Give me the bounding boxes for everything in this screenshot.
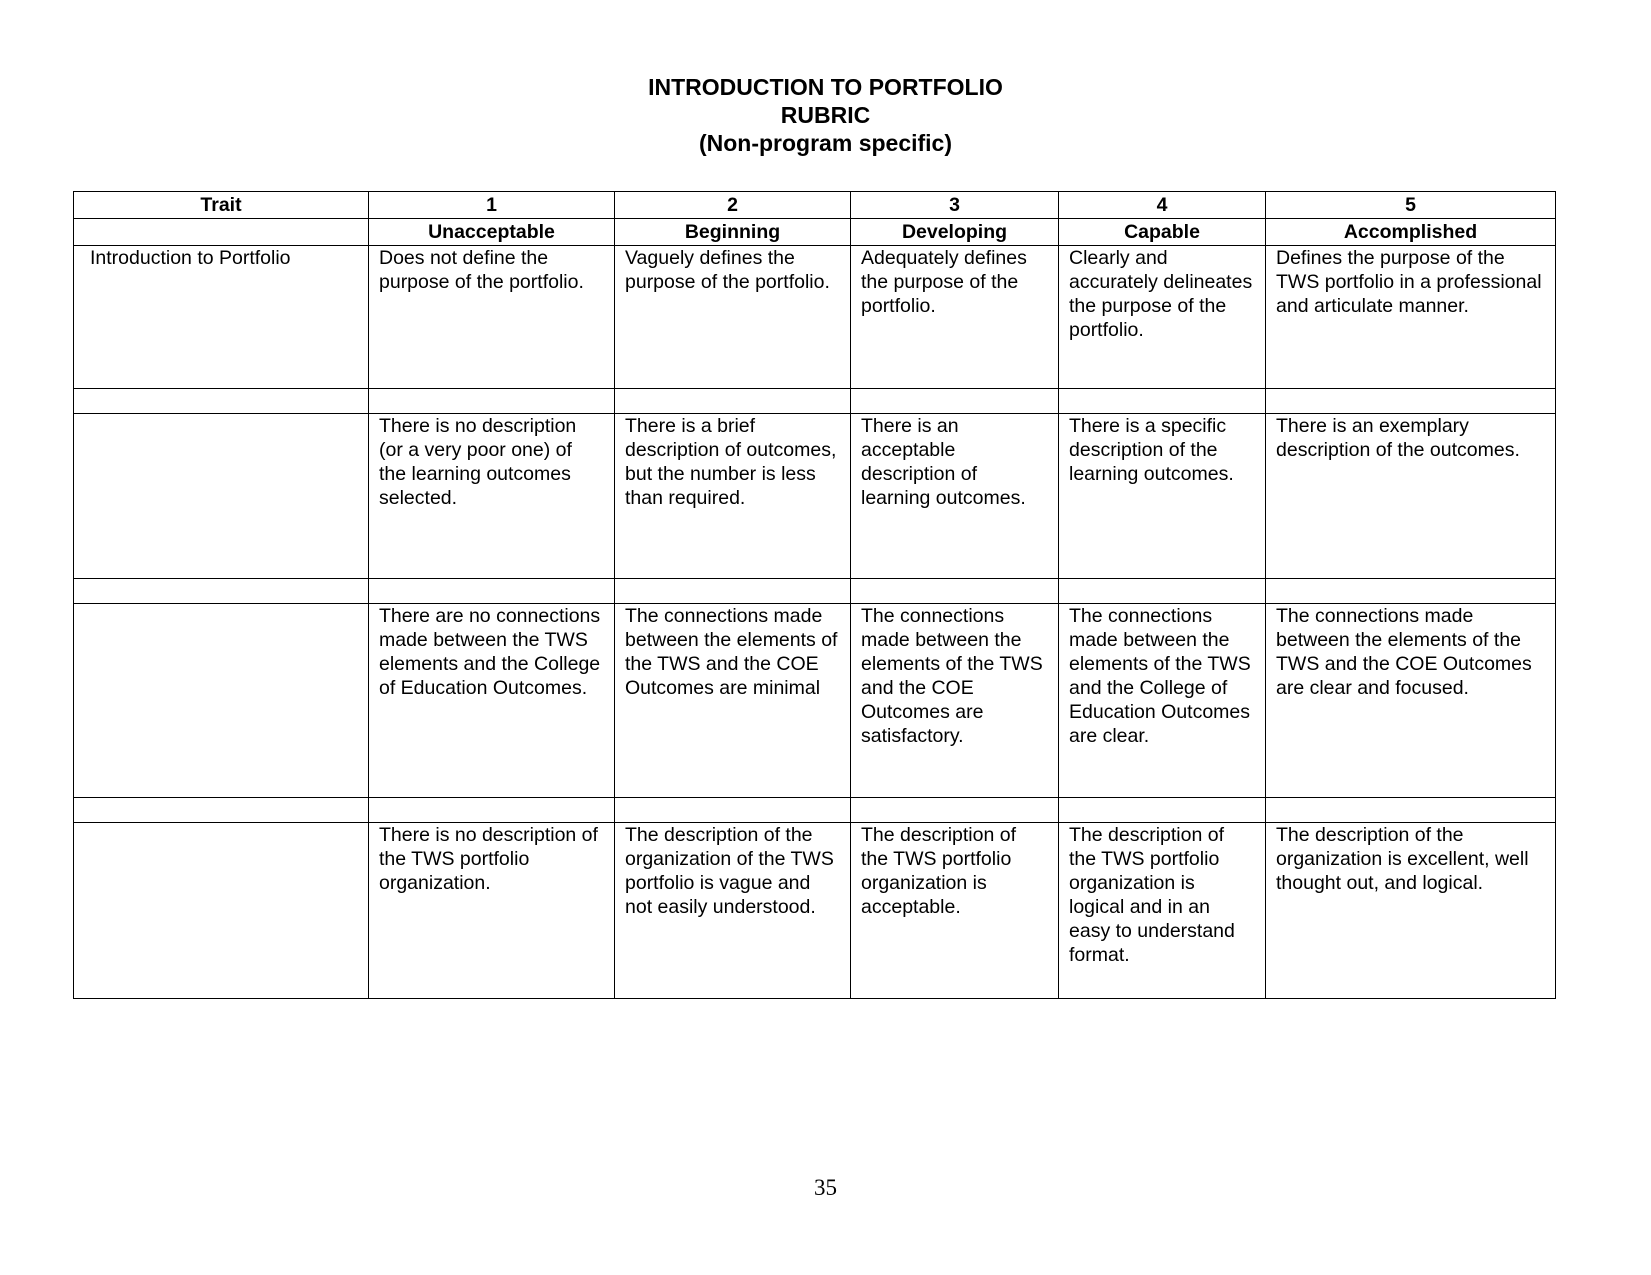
table-row (74, 604, 1556, 798)
spacer-cell (1266, 389, 1556, 414)
spacer-cell (1059, 389, 1266, 414)
spacer-cell (615, 798, 851, 823)
table-row (74, 246, 1556, 389)
rubric-cell: There is no description of the TWS portfolio organization. (369, 823, 615, 999)
rubric-cell: The description of the TWS portfolio organization is acceptable. (851, 823, 1059, 999)
rubric-cell: There is no description (or a very poor one) of the learning outcomes selected. (369, 414, 615, 579)
table-row (74, 414, 1556, 579)
header-trait: Trait (74, 192, 369, 219)
spacer-cell (851, 389, 1059, 414)
spacer-cell (851, 579, 1059, 604)
spacer-cell (615, 389, 851, 414)
header-score-1: 1 (369, 192, 615, 219)
rubric-cell: The connections made between the elements of the TWS and the COE Outcomes are clear and focused. (1266, 604, 1556, 798)
header-score-5: 5 (1266, 192, 1556, 219)
trait-cell (74, 823, 369, 999)
spacer-row (74, 389, 1556, 414)
header-row-levels (74, 219, 1556, 246)
header-level-unacceptable: Unacceptable (369, 219, 615, 246)
header-level-developing: Developing (851, 219, 1059, 246)
rubric-cell: Clearly and accurately delineates the purpose of the portfolio. (1059, 246, 1266, 389)
rubric-cell: There are no connections made between the TWS elements and the College of Education Outcomes. (369, 604, 615, 798)
document-title (0, 73, 1651, 157)
spacer-cell (74, 798, 369, 823)
title-line-3: (Non-program specific) (698, 130, 953, 156)
spacer-cell (1266, 798, 1556, 823)
trait-cell: Introduction to Portfolio (74, 246, 369, 389)
rubric-cell: The description of the organization of the TWS portfolio is vague and not easily understood. (615, 823, 851, 999)
rubric-table (73, 191, 1556, 999)
header-level-blank (74, 219, 369, 246)
rubric-cell: The description of the organization is excellent, well thought out, and logical. (1266, 823, 1556, 999)
rubric-cell: There is a brief description of outcomes, but the number is less than required. (615, 414, 851, 579)
spacer-cell (369, 798, 615, 823)
header-score-2: 2 (615, 192, 851, 219)
spacer-row (74, 798, 1556, 823)
spacer-cell (369, 389, 615, 414)
rubric-cell: Vaguely defines the purpose of the portfolio. (615, 246, 851, 389)
rubric-cell: Does not define the purpose of the portfolio. (369, 246, 615, 389)
spacer-cell (1059, 579, 1266, 604)
title-line-1: INTRODUCTION TO PORTFOLIO (648, 74, 1003, 100)
header-level-capable: Capable (1059, 219, 1266, 246)
rubric-cell: There is an acceptable description of learning outcomes. (851, 414, 1059, 579)
rubric-cell: Adequately defines the purpose of the portfolio. (851, 246, 1059, 389)
rubric-cell: The description of the TWS portfolio organization is logical and in an easy to understand format. (1059, 823, 1266, 999)
spacer-cell (1059, 798, 1266, 823)
spacer-row (74, 579, 1556, 604)
trait-cell (74, 604, 369, 798)
header-score-4: 4 (1059, 192, 1266, 219)
spacer-cell (1266, 579, 1556, 604)
header-level-accomplished: Accomplished (1266, 219, 1556, 246)
spacer-cell (74, 579, 369, 604)
header-score-3: 3 (851, 192, 1059, 219)
spacer-cell (615, 579, 851, 604)
table-row (74, 823, 1556, 999)
header-level-beginning: Beginning (615, 219, 851, 246)
title-line-2: RUBRIC (780, 102, 871, 128)
page-number: 35 (814, 1175, 837, 1200)
rubric-cell: There is a specific description of the learning outcomes. (1059, 414, 1266, 579)
header-row-scores (74, 192, 1556, 219)
rubric-cell: The connections made between the elements of the TWS and the COE Outcomes are satisfactory. (851, 604, 1059, 798)
spacer-cell (74, 389, 369, 414)
rubric-cell: The connections made between the elements of the TWS and the COE Outcomes are minimal (615, 604, 851, 798)
rubric-cell: There is an exemplary description of the outcomes. (1266, 414, 1556, 579)
rubric-cell: The connections made between the elements of the TWS and the College of Education Outcomes are clear. (1059, 604, 1266, 798)
spacer-cell (369, 579, 615, 604)
rubric-cell: Defines the purpose of the TWS portfolio in a professional and articulate manner. (1266, 246, 1556, 389)
spacer-cell (851, 798, 1059, 823)
trait-cell (74, 414, 369, 579)
